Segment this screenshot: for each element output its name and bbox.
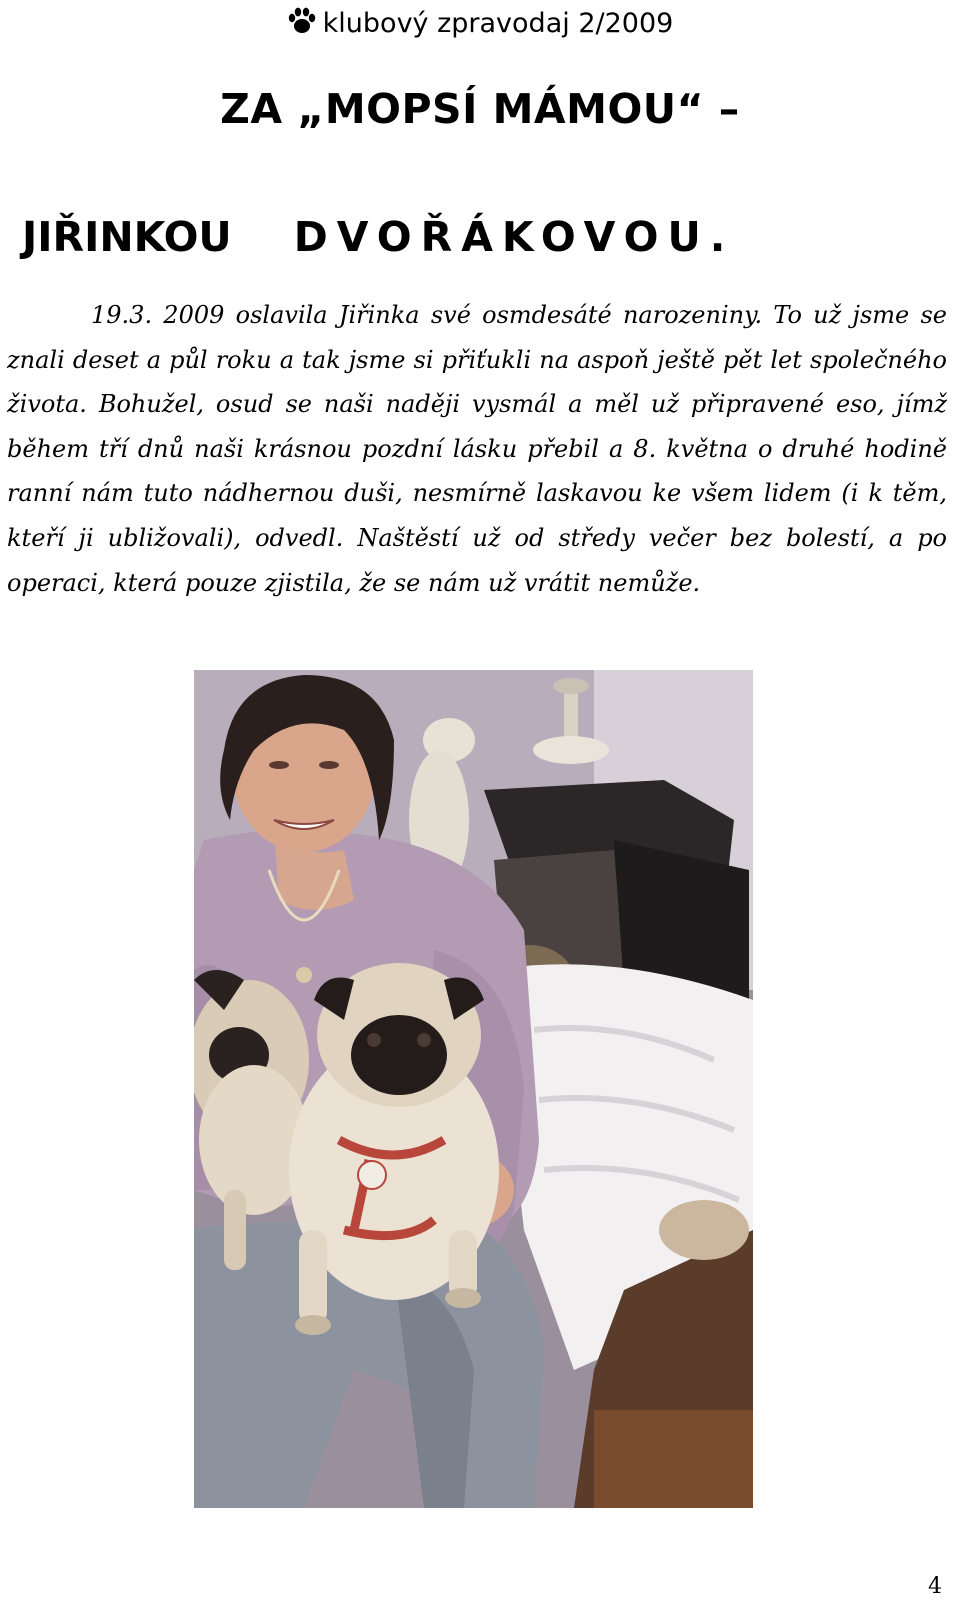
- title-name-first: JIŘINKOU: [22, 213, 232, 261]
- article-title-line1: ZA „MOPSÍ MÁMOU“ –: [220, 85, 740, 133]
- article-title-line2: [22, 212, 734, 262]
- memorial-photo: [194, 670, 753, 1508]
- title-name-last: DVOŘÁKOVOU.: [293, 213, 735, 261]
- header-text: klubový zpravodaj 2/2009: [322, 8, 674, 39]
- page-number: 4: [928, 1574, 942, 1599]
- photo-illustration: [194, 670, 753, 1508]
- article-body: 19.3. 2009 oslavila Jiřinka své osmdesáté narozeniny. To už jsme se znali deset a půl roku a tak jsme si přiťukli na aspoň ještě pět let společného života. Bohužel, osud se naši naději vysmál a měl už připravené eso, jímž během tří dnů naši krásnou pozdní lásku přebil a 8. května o druhé hodině ranní nám tuto nádhernou duši, nesmírně laskavou ke všem lidem (i k těm, kteří ji ubližovali), odvedl. Naštěstí už od středy večer bez bolestí, a po operaci, která pouze zjistila, že se nám už vrátit nemůže.: [7, 301, 947, 597]
- paw-icon: [287, 7, 317, 35]
- newsletter-header: [0, 6, 960, 42]
